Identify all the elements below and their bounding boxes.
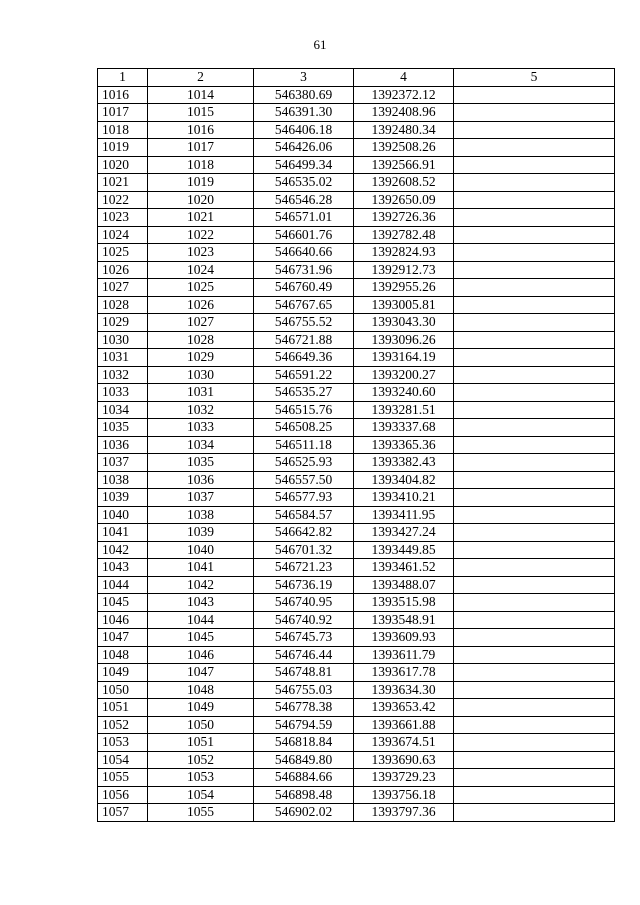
table-row	[98, 261, 615, 279]
previous-point-cell: 1030	[148, 366, 254, 384]
note-cell	[454, 349, 615, 367]
table-row	[98, 366, 615, 384]
note-cell	[454, 611, 615, 629]
table-header-row	[98, 69, 615, 87]
x-coordinate-cell: 546546.28	[254, 191, 354, 209]
note-cell	[454, 664, 615, 682]
x-coordinate-cell: 546746.44	[254, 646, 354, 664]
y-coordinate-cell: 1393240.60	[354, 384, 454, 402]
table-row	[98, 244, 615, 262]
y-coordinate-cell: 1392372.12	[354, 86, 454, 104]
x-coordinate-cell: 546601.76	[254, 226, 354, 244]
point-number-cell: 1052	[98, 716, 148, 734]
x-coordinate-cell: 546426.06	[254, 139, 354, 157]
table-row	[98, 331, 615, 349]
point-number-cell: 1037	[98, 454, 148, 472]
note-cell	[454, 156, 615, 174]
note-cell	[454, 366, 615, 384]
table-row	[98, 489, 615, 507]
table-row	[98, 471, 615, 489]
previous-point-cell: 1032	[148, 401, 254, 419]
y-coordinate-cell: 1392566.91	[354, 156, 454, 174]
previous-point-cell: 1041	[148, 559, 254, 577]
point-number-cell: 1024	[98, 226, 148, 244]
x-coordinate-cell: 546745.73	[254, 629, 354, 647]
y-coordinate-cell: 1392955.26	[354, 279, 454, 297]
y-coordinate-cell: 1393410.21	[354, 489, 454, 507]
previous-point-cell: 1025	[148, 279, 254, 297]
table-row	[98, 104, 615, 122]
previous-point-cell: 1018	[148, 156, 254, 174]
x-coordinate-cell: 546767.65	[254, 296, 354, 314]
previous-point-cell: 1020	[148, 191, 254, 209]
note-cell	[454, 769, 615, 787]
note-cell	[454, 454, 615, 472]
y-coordinate-cell: 1393005.81	[354, 296, 454, 314]
note-cell	[454, 384, 615, 402]
x-coordinate-cell: 546584.57	[254, 506, 354, 524]
point-number-cell: 1031	[98, 349, 148, 367]
y-coordinate-cell: 1392480.34	[354, 121, 454, 139]
column-header-2: 2	[148, 69, 254, 87]
table-row	[98, 594, 615, 612]
point-number-cell: 1042	[98, 541, 148, 559]
previous-point-cell: 1031	[148, 384, 254, 402]
y-coordinate-cell: 1393382.43	[354, 454, 454, 472]
y-coordinate-cell: 1393653.42	[354, 699, 454, 717]
column-header-1: 1	[98, 69, 148, 87]
point-number-cell: 1047	[98, 629, 148, 647]
previous-point-cell: 1019	[148, 174, 254, 192]
y-coordinate-cell: 1393674.51	[354, 734, 454, 752]
point-number-cell: 1041	[98, 524, 148, 542]
previous-point-cell: 1023	[148, 244, 254, 262]
table-row	[98, 349, 615, 367]
x-coordinate-cell: 546740.95	[254, 594, 354, 612]
previous-point-cell: 1014	[148, 86, 254, 104]
point-number-cell: 1054	[98, 751, 148, 769]
y-coordinate-cell: 1392782.48	[354, 226, 454, 244]
table-row	[98, 454, 615, 472]
table-row	[98, 559, 615, 577]
previous-point-cell: 1054	[148, 786, 254, 804]
x-coordinate-cell: 546571.01	[254, 209, 354, 227]
note-cell	[454, 524, 615, 542]
note-cell	[454, 541, 615, 559]
x-coordinate-cell: 546642.82	[254, 524, 354, 542]
point-number-cell: 1053	[98, 734, 148, 752]
point-number-cell: 1045	[98, 594, 148, 612]
x-coordinate-cell: 546380.69	[254, 86, 354, 104]
note-cell	[454, 314, 615, 332]
point-number-cell: 1055	[98, 769, 148, 787]
note-cell	[454, 734, 615, 752]
x-coordinate-cell: 546778.38	[254, 699, 354, 717]
note-cell	[454, 751, 615, 769]
note-cell	[454, 174, 615, 192]
table-row	[98, 226, 615, 244]
x-coordinate-cell: 546406.18	[254, 121, 354, 139]
y-coordinate-cell: 1393617.78	[354, 664, 454, 682]
previous-point-cell: 1017	[148, 139, 254, 157]
y-coordinate-cell: 1393634.30	[354, 681, 454, 699]
page-number: 61	[313, 37, 327, 52]
previous-point-cell: 1050	[148, 716, 254, 734]
y-coordinate-cell: 1393337.68	[354, 419, 454, 437]
note-cell	[454, 489, 615, 507]
point-number-cell: 1023	[98, 209, 148, 227]
point-number-cell: 1019	[98, 139, 148, 157]
x-coordinate-cell: 546721.88	[254, 331, 354, 349]
y-coordinate-cell: 1393096.26	[354, 331, 454, 349]
y-coordinate-cell: 1392912.73	[354, 261, 454, 279]
table-row	[98, 296, 615, 314]
y-coordinate-cell: 1393488.07	[354, 576, 454, 594]
point-number-cell: 1049	[98, 664, 148, 682]
y-coordinate-cell: 1393690.63	[354, 751, 454, 769]
table-row	[98, 576, 615, 594]
x-coordinate-cell: 546535.27	[254, 384, 354, 402]
x-coordinate-cell: 546391.30	[254, 104, 354, 122]
x-coordinate-cell: 546721.23	[254, 559, 354, 577]
y-coordinate-cell: 1392824.93	[354, 244, 454, 262]
y-coordinate-cell: 1393411.95	[354, 506, 454, 524]
point-number-cell: 1038	[98, 471, 148, 489]
table-row	[98, 279, 615, 297]
previous-point-cell: 1024	[148, 261, 254, 279]
coordinates-table	[97, 68, 615, 822]
note-cell	[454, 646, 615, 664]
table-row	[98, 541, 615, 559]
point-number-cell: 1035	[98, 419, 148, 437]
y-coordinate-cell: 1393515.98	[354, 594, 454, 612]
note-cell	[454, 471, 615, 489]
x-coordinate-cell: 546748.81	[254, 664, 354, 682]
point-number-cell: 1048	[98, 646, 148, 664]
point-number-cell: 1017	[98, 104, 148, 122]
note-cell	[454, 86, 615, 104]
table-row	[98, 786, 615, 804]
y-coordinate-cell: 1392408.96	[354, 104, 454, 122]
previous-point-cell: 1047	[148, 664, 254, 682]
previous-point-cell: 1037	[148, 489, 254, 507]
note-cell	[454, 226, 615, 244]
table-row	[98, 611, 615, 629]
table-row	[98, 751, 615, 769]
y-coordinate-cell: 1392508.26	[354, 139, 454, 157]
previous-point-cell: 1051	[148, 734, 254, 752]
x-coordinate-cell: 546525.93	[254, 454, 354, 472]
point-number-cell: 1050	[98, 681, 148, 699]
y-coordinate-cell: 1393043.30	[354, 314, 454, 332]
previous-point-cell: 1042	[148, 576, 254, 594]
table-row	[98, 174, 615, 192]
point-number-cell: 1056	[98, 786, 148, 804]
point-number-cell: 1018	[98, 121, 148, 139]
x-coordinate-cell: 546557.50	[254, 471, 354, 489]
point-number-cell: 1028	[98, 296, 148, 314]
note-cell	[454, 681, 615, 699]
table-row	[98, 804, 615, 822]
table-row	[98, 121, 615, 139]
y-coordinate-cell: 1393461.52	[354, 559, 454, 577]
point-number-cell: 1025	[98, 244, 148, 262]
point-number-cell: 1020	[98, 156, 148, 174]
note-cell	[454, 104, 615, 122]
previous-point-cell: 1043	[148, 594, 254, 612]
x-coordinate-cell: 546701.32	[254, 541, 354, 559]
x-coordinate-cell: 546511.18	[254, 436, 354, 454]
x-coordinate-cell: 546760.49	[254, 279, 354, 297]
point-number-cell: 1033	[98, 384, 148, 402]
note-cell	[454, 279, 615, 297]
previous-point-cell: 1046	[148, 646, 254, 664]
table-row	[98, 734, 615, 752]
table-row	[98, 716, 615, 734]
note-cell	[454, 506, 615, 524]
table-row	[98, 314, 615, 332]
x-coordinate-cell: 546794.59	[254, 716, 354, 734]
y-coordinate-cell: 1393404.82	[354, 471, 454, 489]
previous-point-cell: 1055	[148, 804, 254, 822]
x-coordinate-cell: 546849.80	[254, 751, 354, 769]
point-number-cell: 1021	[98, 174, 148, 192]
previous-point-cell: 1027	[148, 314, 254, 332]
note-cell	[454, 261, 615, 279]
x-coordinate-cell: 546736.19	[254, 576, 354, 594]
table-row	[98, 191, 615, 209]
table-row	[98, 436, 615, 454]
note-cell	[454, 716, 615, 734]
note-cell	[454, 629, 615, 647]
table-row	[98, 524, 615, 542]
note-cell	[454, 121, 615, 139]
table-row	[98, 646, 615, 664]
x-coordinate-cell: 546884.66	[254, 769, 354, 787]
point-number-cell: 1040	[98, 506, 148, 524]
table-row	[98, 401, 615, 419]
x-coordinate-cell: 546577.93	[254, 489, 354, 507]
x-coordinate-cell: 546902.02	[254, 804, 354, 822]
previous-point-cell: 1052	[148, 751, 254, 769]
column-header-5: 5	[454, 69, 615, 87]
y-coordinate-cell: 1393797.36	[354, 804, 454, 822]
x-coordinate-cell: 546535.02	[254, 174, 354, 192]
x-coordinate-cell: 546818.84	[254, 734, 354, 752]
note-cell	[454, 594, 615, 612]
point-number-cell: 1036	[98, 436, 148, 454]
y-coordinate-cell: 1393281.51	[354, 401, 454, 419]
table-row	[98, 664, 615, 682]
note-cell	[454, 419, 615, 437]
y-coordinate-cell: 1393756.18	[354, 786, 454, 804]
table-row	[98, 419, 615, 437]
y-coordinate-cell: 1393661.88	[354, 716, 454, 734]
previous-point-cell: 1021	[148, 209, 254, 227]
y-coordinate-cell: 1392608.52	[354, 174, 454, 192]
previous-point-cell: 1034	[148, 436, 254, 454]
point-number-cell: 1044	[98, 576, 148, 594]
point-number-cell: 1034	[98, 401, 148, 419]
column-header-4: 4	[354, 69, 454, 87]
note-cell	[454, 804, 615, 822]
note-cell	[454, 401, 615, 419]
point-number-cell: 1016	[98, 86, 148, 104]
point-number-cell: 1030	[98, 331, 148, 349]
previous-point-cell: 1039	[148, 524, 254, 542]
y-coordinate-cell: 1393200.27	[354, 366, 454, 384]
point-number-cell: 1046	[98, 611, 148, 629]
column-header-3: 3	[254, 69, 354, 87]
x-coordinate-cell: 546508.25	[254, 419, 354, 437]
previous-point-cell: 1038	[148, 506, 254, 524]
point-number-cell: 1026	[98, 261, 148, 279]
previous-point-cell: 1016	[148, 121, 254, 139]
previous-point-cell: 1049	[148, 699, 254, 717]
note-cell	[454, 296, 615, 314]
x-coordinate-cell: 546591.22	[254, 366, 354, 384]
previous-point-cell: 1048	[148, 681, 254, 699]
y-coordinate-cell: 1393548.91	[354, 611, 454, 629]
note-cell	[454, 209, 615, 227]
point-number-cell: 1039	[98, 489, 148, 507]
previous-point-cell: 1045	[148, 629, 254, 647]
table-body	[98, 86, 615, 821]
point-number-cell: 1027	[98, 279, 148, 297]
y-coordinate-cell: 1393449.85	[354, 541, 454, 559]
y-coordinate-cell: 1393609.93	[354, 629, 454, 647]
previous-point-cell: 1026	[148, 296, 254, 314]
y-coordinate-cell: 1393164.19	[354, 349, 454, 367]
table-row	[98, 506, 615, 524]
previous-point-cell: 1044	[148, 611, 254, 629]
x-coordinate-cell: 546755.52	[254, 314, 354, 332]
previous-point-cell: 1022	[148, 226, 254, 244]
table-row	[98, 139, 615, 157]
x-coordinate-cell: 546499.34	[254, 156, 354, 174]
point-number-cell: 1029	[98, 314, 148, 332]
previous-point-cell: 1015	[148, 104, 254, 122]
table-row	[98, 769, 615, 787]
previous-point-cell: 1053	[148, 769, 254, 787]
previous-point-cell: 1028	[148, 331, 254, 349]
x-coordinate-cell: 546731.96	[254, 261, 354, 279]
table-row	[98, 86, 615, 104]
x-coordinate-cell: 546755.03	[254, 681, 354, 699]
note-cell	[454, 559, 615, 577]
x-coordinate-cell: 546740.92	[254, 611, 354, 629]
note-cell	[454, 191, 615, 209]
note-cell	[454, 436, 615, 454]
point-number-cell: 1051	[98, 699, 148, 717]
note-cell	[454, 576, 615, 594]
note-cell	[454, 699, 615, 717]
previous-point-cell: 1029	[148, 349, 254, 367]
table-row	[98, 209, 615, 227]
point-number-cell: 1032	[98, 366, 148, 384]
previous-point-cell: 1035	[148, 454, 254, 472]
x-coordinate-cell: 546515.76	[254, 401, 354, 419]
table-row	[98, 156, 615, 174]
x-coordinate-cell: 546640.66	[254, 244, 354, 262]
previous-point-cell: 1033	[148, 419, 254, 437]
table-row	[98, 384, 615, 402]
y-coordinate-cell: 1392650.09	[354, 191, 454, 209]
point-number-cell: 1057	[98, 804, 148, 822]
note-cell	[454, 139, 615, 157]
note-cell	[454, 786, 615, 804]
note-cell	[454, 244, 615, 262]
previous-point-cell: 1036	[148, 471, 254, 489]
x-coordinate-cell: 546898.48	[254, 786, 354, 804]
y-coordinate-cell: 1392726.36	[354, 209, 454, 227]
note-cell	[454, 331, 615, 349]
previous-point-cell: 1040	[148, 541, 254, 559]
table-row	[98, 629, 615, 647]
table-row	[98, 681, 615, 699]
x-coordinate-cell: 546649.36	[254, 349, 354, 367]
point-number-cell: 1022	[98, 191, 148, 209]
y-coordinate-cell: 1393611.79	[354, 646, 454, 664]
point-number-cell: 1043	[98, 559, 148, 577]
y-coordinate-cell: 1393427.24	[354, 524, 454, 542]
y-coordinate-cell: 1393729.23	[354, 769, 454, 787]
table-row	[98, 699, 615, 717]
y-coordinate-cell: 1393365.36	[354, 436, 454, 454]
